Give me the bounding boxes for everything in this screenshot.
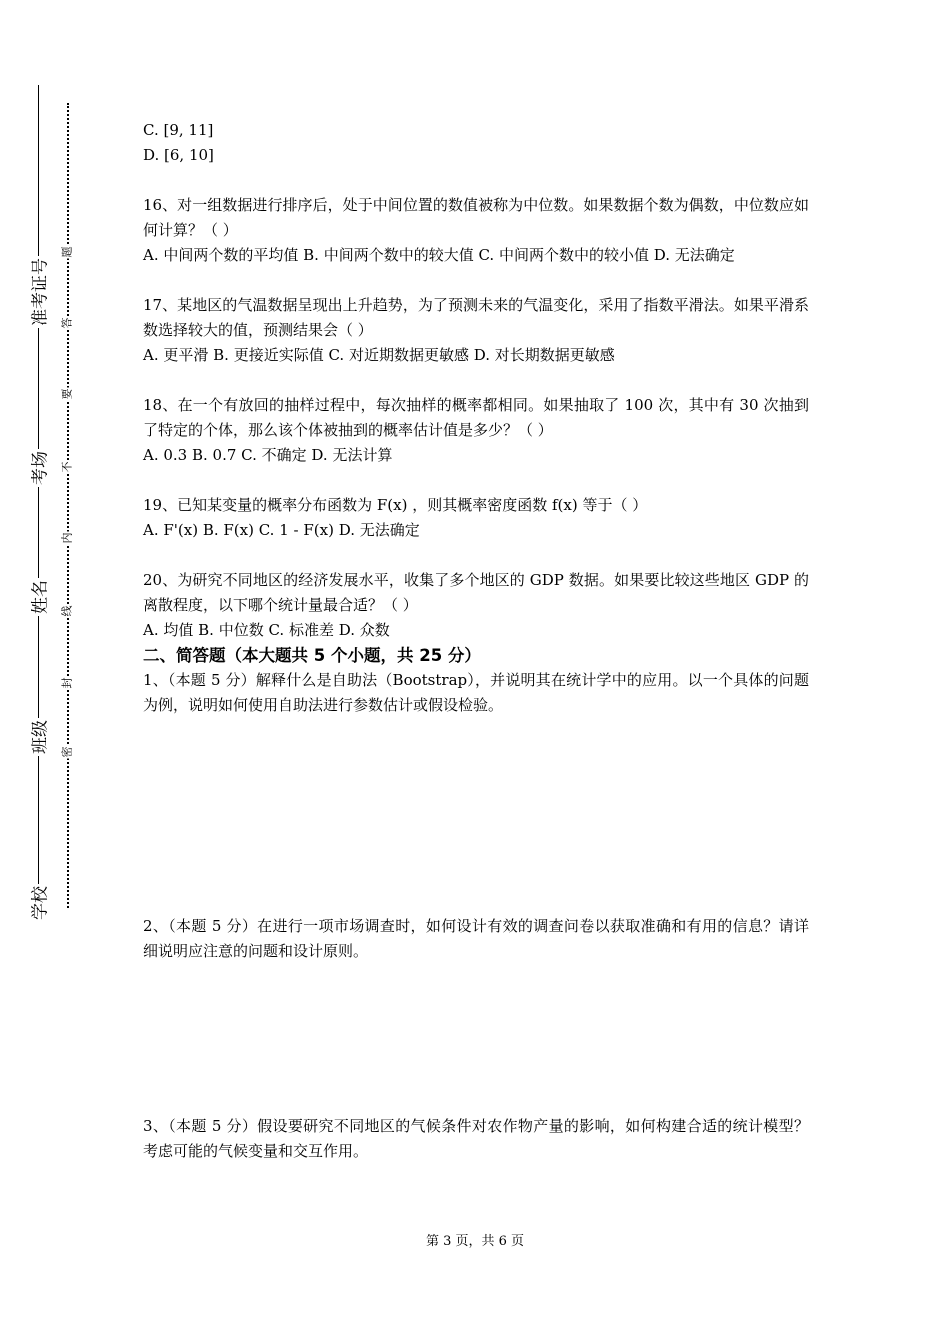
question-17-options: A. 更平滑 B. 更接近实际值 C. 对近期数据更敏感 D. 对长期数据更敏感 [143,346,615,364]
question-18-stem: 18、在一个有放回的抽样过程中，每次抽样的概率都相同。如果抽取了 100 次，其中有 30 次抽到了特定的个体，那么该个体被抽到的概率估计值是多少？（ ） [143,396,809,439]
field-name: 姓名 [26,578,51,616]
binding-solid-line [38,85,39,910]
question-16-options: A. 中间两个数的平均值 B. 中间两个数中的较大值 C. 中间两个数中的较小值 D. 无法确定 [143,246,735,264]
seal-char: 要 [60,388,74,400]
essay-question-1: 1、（本题 5 分）解释什么是自助法（Bootstrap），并说明其在统计学中的应用。以一个具体的问题为例，说明如何使用自助法进行参数估计或假设检验。 [143,671,809,714]
q15-option-c: C. [9, 11] [143,121,214,139]
seal-char: 封 [60,677,74,689]
question-20-options: A. 均值 B. 中位数 C. 标准差 D. 众数 [143,621,390,639]
seal-char: 内 [60,532,74,544]
essay-question-2: 2、（本题 5 分）在进行一项市场调查时，如何设计有效的调查问卷以获取准确和有用的信息？请详细说明应注意的问题和设计原则。 [143,917,809,960]
seal-char: 线 [60,605,74,617]
q15-option-d: D. [6, 10] [143,146,214,164]
seal-char: 不 [60,461,74,473]
field-admission-number: 准考证号 [26,256,51,328]
question-18-options: A. 0.3 B. 0.7 C. 不确定 D. 无法计算 [143,446,393,464]
seal-char: 题 [60,246,74,258]
question-17-stem: 17、某地区的气温数据呈现出上升趋势，为了预测未来的气温变化，采用了指数平滑法。如果平滑系数选择较大的值，预测结果会（ ） [143,296,809,339]
seal-dotted-line [67,103,69,908]
field-school: 学校 [26,884,51,922]
field-class: 班级 [26,718,51,756]
section-2-title: 二、简答题（本大题共 5 个小题，共 25 分） [143,646,481,665]
seal-char: 密 [60,746,74,758]
question-20-stem: 20、为研究不同地区的经济发展水平，收集了多个地区的 GDP 数据。如果要比较这些地区 GDP 的离散程度，以下哪个统计量最合适？（ ） [143,571,809,614]
question-19-options: A. F'(x) B. F(x) C. 1 - F(x) D. 无法确定 [143,521,420,539]
question-19-stem: 19、已知某变量的概率分布函数为 F(x) ，则其概率密度函数 f(x) 等于（ ） [143,496,648,514]
question-content [143,118,809,718]
field-exam-room: 考场 [26,449,51,487]
seal-char: 答 [60,317,74,329]
question-16-stem: 16、对一组数据进行排序后，处于中间位置的数值被称为中位数。如果数据个数为偶数，中位数应如何计算？（ ） [143,196,809,239]
essay-question-3: 3、（本题 5 分）假设要研究不同地区的气候条件对农作物产量的影响，如何构建合适的统计模型？考虑可能的气候变量和交互作用。 [143,1117,809,1160]
page-footer: 第 3 页，共 6 页 [425,1234,525,1249]
